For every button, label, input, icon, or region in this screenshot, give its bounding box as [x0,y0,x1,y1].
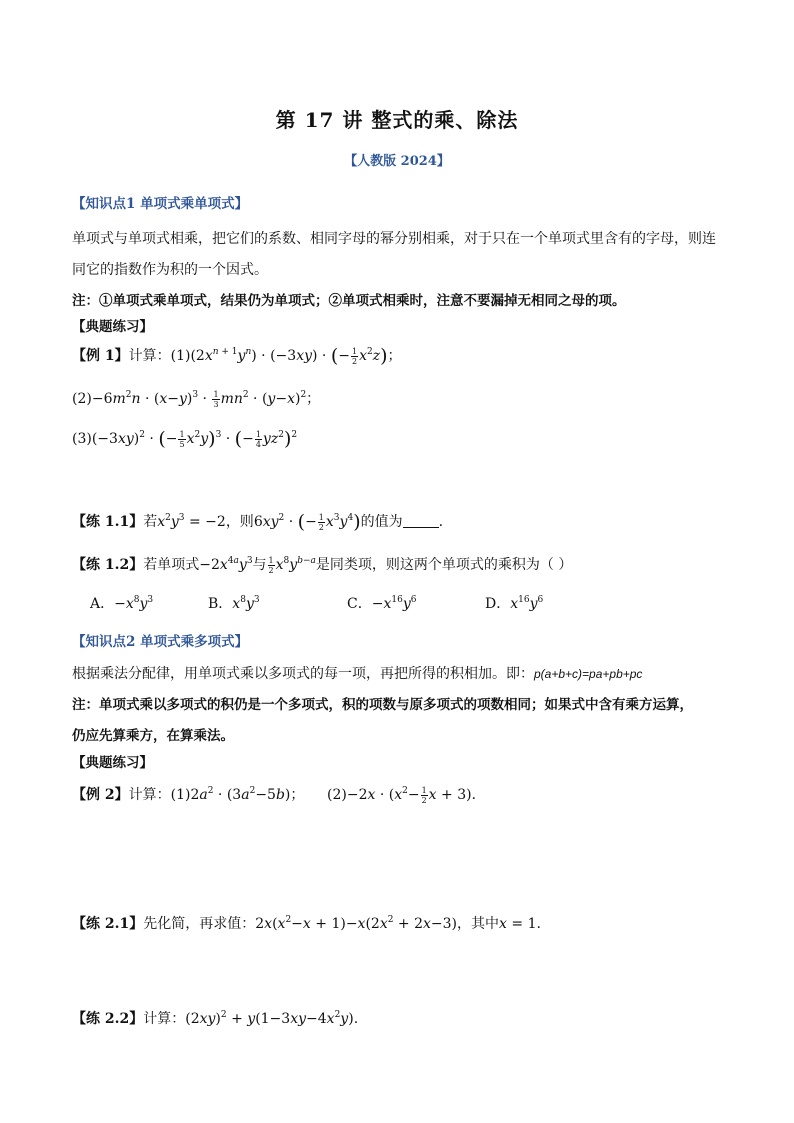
kp2-note-2: 仍应先算乘方，在算乘法。 [72,728,234,744]
kp1-note: 注：①单项式乘单项式，结果仍为单项式；②单项式相乘时，注意不要漏掉无相同之母的项。 [72,293,626,309]
example-2-label: 【例 2】 [72,787,129,803]
practice-1-1-label: 【练 1.1】 [72,514,144,530]
option-c-expr: $-x^{16}y^6$ [371,595,417,612]
kp2-formula: p(a+b+c)=pa+pb+pc [534,667,643,681]
practice-1-1-end: . [438,514,444,530]
kp2-line-1-text: 根据乘法分配律，用单项式乘以多项式的每一项，再把所得的积相加。即： [72,666,534,682]
practice-2-2-expression: $(2xy)^2 + y(1-3xy-4x^2y)$ [185,1010,354,1027]
practice-2-1-value: x = 1 [499,916,537,932]
option-b[interactable] [208,593,260,613]
practice-1-1 [72,507,443,537]
answer-blank[interactable] [403,513,439,528]
practice-1-2-monomial-1: $-2x^{4a}y^3$ [199,556,253,573]
practice-1-2-monomial-2: $\frac{1}{2}$ $x^8y^{b-a}$ [268,555,316,575]
practice-2-1 [72,909,541,939]
example-2-expr-2: $-2x \cdot (x^2-$ $\frac{1}{2}$ x + 3)． [346,785,486,805]
practice-2-1-expression: $2x(x^2-x + 1)-x(2x^2 + 2x-3)$ [255,915,458,932]
option-b-expr: $x^8y^3$ [232,595,260,612]
practice-2-2 [72,1004,358,1034]
practice-1-1-middle: ，则 [225,514,254,530]
practice-2-1-intro: 先化简，再求值： [143,916,256,932]
option-b-label: B． [208,596,233,612]
example-1-intro: 计算： [128,348,171,364]
edition-label: 【人教版 2024】 [344,154,450,169]
kp2-line-1 [72,659,642,689]
kp2-practice-label: 【典题练习】 [72,755,153,771]
example-1-line-2 [72,384,320,414]
practice-1-1-condition: $x^2y^3 = -2$ [157,513,226,530]
practice-2-2-end: . [353,1011,359,1027]
option-d-label: D． [485,596,511,612]
example-2-part-2-label: (2) [327,787,347,803]
example-2-expr-1: $2a^2 \cdot (3a^2-5b)$； [190,786,305,803]
kp1-line-2: 同它的指数作为积的一个因式。 [72,262,268,278]
practice-2-1-label: 【练 2.1】 [72,916,144,932]
option-c[interactable] [347,593,416,613]
example-1-expr-2: $-6m^2n \cdot (x-y)^3$ · $\frac{1}{3}$ $mn^2 \cdot (y-x)^2$； [91,389,321,409]
practice-1-1-prefix: 若 [143,514,158,530]
example-2-line [72,780,304,810]
practice-2-1-where: ，其中 [457,916,500,932]
option-d[interactable] [485,593,543,613]
example-2-part-1-label: (1) [170,787,191,803]
example-1-part-1-label: (1) [170,348,191,364]
option-c-label: C． [347,596,372,612]
kp1-practice-label: 【典题练习】 [72,319,153,335]
example-2-part-2 [327,780,486,810]
practice-1-2-prefix: 若单项式 [143,557,200,573]
example-1-expr-3: $(-3xy)^2$ · (− $\frac{1}{5}$ $x^2y)^3$ · (− $\frac{1}{4}$ $yz^2)^2$ [91,428,298,450]
example-1-line-3 [72,424,297,454]
kp1-heading: 【知识点1 单项式乘单项式】 [72,196,249,212]
kp2-heading: 【知识点2 单项式乘多项式】 [72,634,249,650]
practice-1-2 [72,550,572,580]
option-d-expr: $x^{16}y^6$ [510,595,544,612]
example-1-line-1 [72,341,402,371]
example-1-part-3-label: (3) [72,431,92,447]
practice-2-2-label: 【练 2.2】 [72,1011,144,1027]
option-a[interactable] [90,593,153,613]
practice-1-2-label: 【练 1.2】 [72,557,144,573]
practice-2-2-intro: 计算： [143,1011,186,1027]
practice-1-2-suffix: 是同类项，则这两个单项式的乘积为（ ） [315,557,573,573]
practice-2-1-end: . [536,916,541,932]
kp2-note-1: 注：单项式乘以多项式的积仍是一个多项式，积的项数与原多项式的项数相同；如果式中含有乘方运算， [72,697,693,713]
practice-1-1-suffix: 的值为 [360,514,403,530]
example-2-intro: 计算： [128,787,171,803]
example-1-label: 【例 1】 [72,348,129,364]
page-title: 第 17 讲 整式的乘、除法 [275,108,519,132]
practice-1-2-middle: 与 [252,557,267,573]
practice-1-1-expression: $6xy^2$ · (− $\frac{1}{2}$ $x^3y^4$) [253,511,361,533]
example-1-part-2-label: (2) [72,391,92,407]
option-a-expr: $-x^8y^3$ [114,595,154,612]
kp1-line-1: 单项式与单项式相乘，把它们的系数、相同字母的幂分别相乘，对于只在一个单项式里含有的字母，则连 [72,231,716,247]
option-a-label: A． [90,596,115,612]
example-1-expr-1: $(2x^{n + 1}y^n) \cdot (-3xy)$ · (− $\frac{1}{2}$ $x^2z$)； [190,345,402,367]
